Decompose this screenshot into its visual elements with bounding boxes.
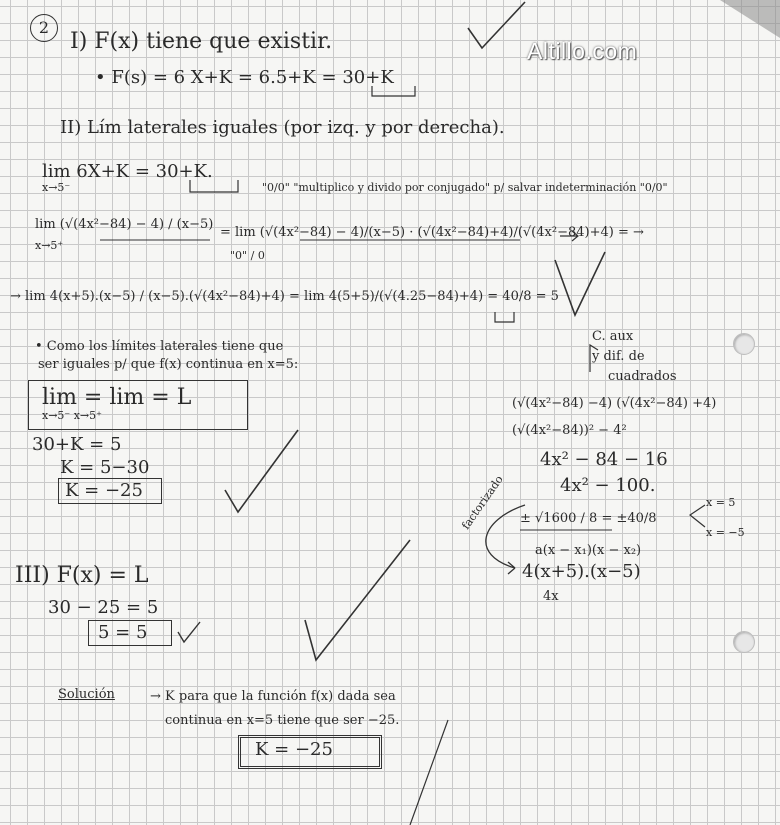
- factorizado-arrow: [486, 505, 525, 574]
- right-limit-step2: → lim 4(x+5).(x−5) / (x−5).(√(4x²−84)+4) = lim 4(5+5)/(√(4.25−84)+4) = 40/8 = 5: [10, 289, 559, 304]
- check-mark: [468, 2, 525, 48]
- part1-heading: I) F(x) tiene que existir.: [70, 29, 333, 54]
- aux-line6: a(x − x₁)(x − x₂): [535, 543, 642, 558]
- solution-line2: continua en x=5 tiene que ser −25.: [165, 713, 400, 728]
- aux-line3: 4x² − 84 − 16: [540, 449, 668, 470]
- underline-bracket: [372, 86, 415, 96]
- watermark: Altillo.com: [527, 38, 638, 64]
- part1-line: • F(s) = 6 X+K = 6.5+K = 30+K: [95, 67, 394, 88]
- solution-line1: → K para que la función f(x) dada sea: [150, 689, 396, 704]
- check-mark: [305, 540, 410, 660]
- condition-line2: ser iguales p/ que f(x) continua en x=5:: [38, 357, 299, 372]
- right-limit-sub: x→5⁺: [35, 239, 64, 252]
- aux-title3: cuadrados: [608, 369, 677, 384]
- left-limit-sub: x→5⁻: [42, 181, 71, 194]
- part3-heading: III) F(x) = L: [15, 563, 149, 588]
- underline-bracket: [495, 312, 514, 322]
- problem-number: 2: [30, 14, 58, 42]
- indeterminacy-note: "0/0" "multiplico y divido por conjugado" p/ salvar indeterminación "0/0": [262, 181, 668, 194]
- answer: K = −25: [255, 739, 333, 760]
- aux-line7: 4(x+5).(x−5): [522, 561, 641, 582]
- eq-k-2: K = 5−30: [60, 457, 150, 478]
- aux-factorizado: factorizado: [459, 473, 506, 532]
- aux-root2: x = −5: [706, 526, 745, 539]
- solution-label: Solución: [58, 687, 115, 702]
- left-limit: lim 6X+K = 30+K.: [42, 161, 213, 182]
- part3-eq2: 5 = 5: [98, 622, 148, 643]
- underline-bracket: [190, 180, 238, 192]
- continue-arrow: [560, 231, 578, 241]
- check-mark: [225, 430, 298, 512]
- aux-root1: x = 5: [706, 496, 736, 509]
- equal-limits: lim = lim = L: [42, 385, 192, 410]
- aux-line4: 4x² − 100.: [560, 475, 656, 496]
- condition-line1: • Como los límites laterales tiene que: [35, 339, 284, 354]
- aux-line2: (√(4x²−84))² − 4²: [512, 423, 627, 438]
- aux-bracket: [590, 345, 598, 372]
- aux-line1: (√(4x²−84) −4) (√(4x²−84) +4): [512, 396, 717, 411]
- zero-over-zero: "0" / 0: [230, 249, 265, 262]
- part2-heading: II) Lím laterales iguales (por izq. y por derecha).: [60, 117, 505, 138]
- right-limit-lhs: lim (√(4x²−84) − 4) / (x−5): [35, 217, 214, 232]
- check-mark: [178, 622, 200, 642]
- eq-k-3: K = −25: [65, 480, 143, 501]
- aux-title1: C. aux: [592, 329, 634, 344]
- part3-eq1: 30 − 25 = 5: [48, 597, 159, 618]
- aux-title2: y dif. de: [592, 349, 645, 364]
- aux-line5: ± √1600 / 8 = ±40/8: [520, 511, 657, 526]
- right-limit-rhs: = lim (√(4x²−84) − 4)/(x−5) · (√(4x²−84)+4)/(√(4x²−84)+4) = →: [220, 225, 644, 240]
- check-mark: [555, 252, 605, 315]
- stray-line: [410, 720, 448, 825]
- eq-k-1: 30+K = 5: [32, 434, 122, 455]
- equal-limits-sub: x→5⁻ x→5⁺: [42, 409, 102, 422]
- aux-line8: 4x: [543, 589, 559, 604]
- roots-brace: [690, 505, 705, 527]
